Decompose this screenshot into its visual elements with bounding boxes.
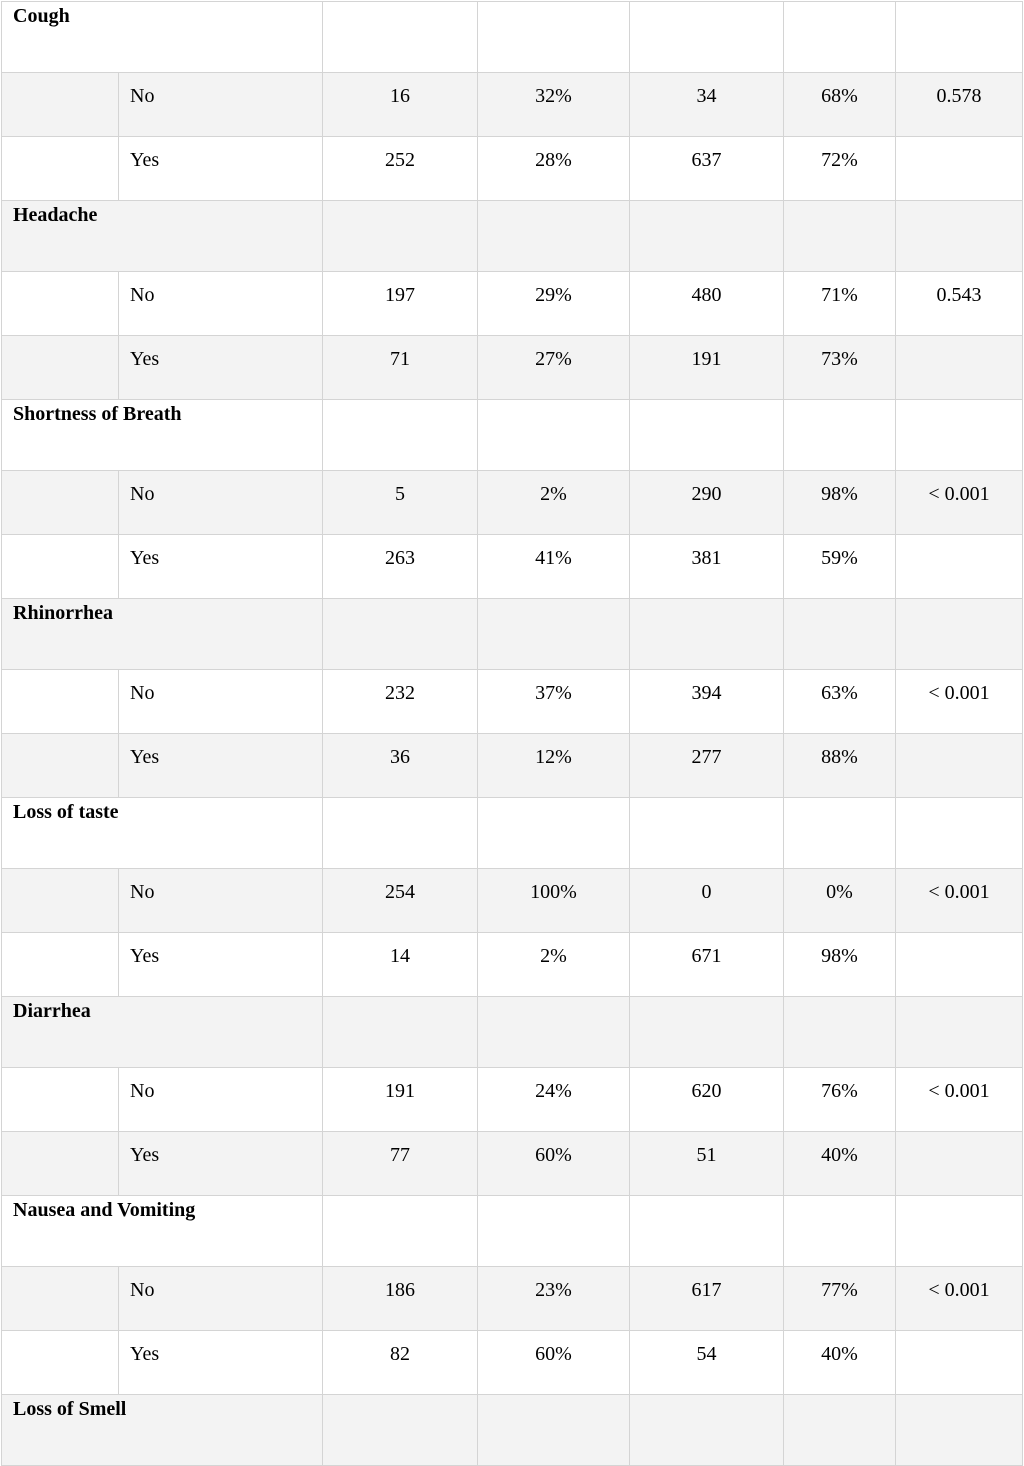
group1-percent-cell: 23% — [478, 1267, 630, 1331]
p-value-cell — [896, 336, 1023, 400]
group2-percent-cell: 88% — [784, 734, 896, 798]
indent-cell — [2, 137, 119, 201]
p-value-cell — [896, 1331, 1023, 1395]
empty-cell — [784, 1395, 896, 1466]
group2-count-cell: 191 — [630, 336, 784, 400]
p-value-cell — [896, 535, 1023, 599]
group2-count-cell: 637 — [630, 137, 784, 201]
section-header-row — [2, 400, 1023, 471]
empty-cell — [630, 2, 784, 73]
table-row — [2, 471, 1023, 535]
section-header-row — [2, 2, 1023, 73]
category-cell: No — [119, 670, 323, 734]
category-cell: Yes — [119, 734, 323, 798]
group2-percent-cell: 98% — [784, 471, 896, 535]
empty-cell — [896, 2, 1023, 73]
empty-cell — [323, 400, 478, 471]
indent-cell — [2, 73, 119, 137]
group1-count-cell: 16 — [323, 73, 478, 137]
group2-count-cell: 381 — [630, 535, 784, 599]
empty-cell — [896, 599, 1023, 670]
empty-cell — [896, 201, 1023, 272]
indent-cell — [2, 1132, 119, 1196]
empty-cell — [896, 1196, 1023, 1267]
section-header-row — [2, 997, 1023, 1068]
group2-percent-cell: 77% — [784, 1267, 896, 1331]
group1-count-cell: 232 — [323, 670, 478, 734]
table-row — [2, 670, 1023, 734]
empty-cell — [896, 997, 1023, 1068]
group2-percent-cell: 72% — [784, 137, 896, 201]
group2-count-cell: 620 — [630, 1068, 784, 1132]
empty-cell — [896, 400, 1023, 471]
group1-percent-cell: 2% — [478, 933, 630, 997]
group1-count-cell: 197 — [323, 272, 478, 336]
empty-cell — [323, 2, 478, 73]
indent-cell — [2, 1068, 119, 1132]
group1-count-cell: 263 — [323, 535, 478, 599]
indent-cell — [2, 734, 119, 798]
p-value-cell: < 0.001 — [896, 670, 1023, 734]
section-header-row — [2, 1196, 1023, 1267]
table-row — [2, 1068, 1023, 1132]
section-label: Loss of taste — [2, 798, 323, 869]
empty-cell — [630, 1196, 784, 1267]
p-value-cell — [896, 137, 1023, 201]
empty-cell — [478, 2, 630, 73]
group1-percent-cell: 60% — [478, 1132, 630, 1196]
group1-count-cell: 5 — [323, 471, 478, 535]
p-value-cell: 0.578 — [896, 73, 1023, 137]
table-row — [2, 535, 1023, 599]
section-header-row — [2, 798, 1023, 869]
group2-count-cell: 290 — [630, 471, 784, 535]
group2-percent-cell: 73% — [784, 336, 896, 400]
section-label: Cough — [2, 2, 323, 73]
empty-cell — [784, 2, 896, 73]
empty-cell — [896, 1395, 1023, 1466]
indent-cell — [2, 471, 119, 535]
table-row — [2, 933, 1023, 997]
category-cell: No — [119, 73, 323, 137]
table-row — [2, 336, 1023, 400]
empty-cell — [478, 1196, 630, 1267]
section-header-row — [2, 599, 1023, 670]
group1-percent-cell: 60% — [478, 1331, 630, 1395]
group2-percent-cell: 71% — [784, 272, 896, 336]
category-cell: No — [119, 471, 323, 535]
empty-cell — [478, 1395, 630, 1466]
section-header-row — [2, 201, 1023, 272]
group2-count-cell: 34 — [630, 73, 784, 137]
group1-count-cell: 71 — [323, 336, 478, 400]
empty-cell — [784, 599, 896, 670]
group2-count-cell: 480 — [630, 272, 784, 336]
group1-count-cell: 82 — [323, 1331, 478, 1395]
category-cell: Yes — [119, 933, 323, 997]
empty-cell — [784, 997, 896, 1068]
empty-cell — [323, 1196, 478, 1267]
category-cell: No — [119, 1267, 323, 1331]
section-label: Nausea and Vomiting — [2, 1196, 323, 1267]
group1-count-cell: 186 — [323, 1267, 478, 1331]
group2-count-cell: 54 — [630, 1331, 784, 1395]
group1-percent-cell: 41% — [478, 535, 630, 599]
empty-cell — [630, 599, 784, 670]
table-row — [2, 272, 1023, 336]
indent-cell — [2, 272, 119, 336]
empty-cell — [478, 798, 630, 869]
group1-percent-cell: 12% — [478, 734, 630, 798]
category-cell: No — [119, 272, 323, 336]
empty-cell — [323, 1395, 478, 1466]
group2-count-cell: 394 — [630, 670, 784, 734]
section-label: Headache — [2, 201, 323, 272]
empty-cell — [478, 400, 630, 471]
table-row — [2, 869, 1023, 933]
section-label: Shortness of Breath — [2, 400, 323, 471]
group2-percent-cell: 98% — [784, 933, 896, 997]
table-body — [2, 2, 1023, 1466]
p-value-cell — [896, 933, 1023, 997]
category-cell: Yes — [119, 137, 323, 201]
p-value-cell: < 0.001 — [896, 869, 1023, 933]
table-row — [2, 1132, 1023, 1196]
p-value-cell: < 0.001 — [896, 1068, 1023, 1132]
indent-cell — [2, 670, 119, 734]
group1-percent-cell: 2% — [478, 471, 630, 535]
group2-percent-cell: 40% — [784, 1132, 896, 1196]
group2-percent-cell: 40% — [784, 1331, 896, 1395]
empty-cell — [478, 201, 630, 272]
group1-percent-cell: 24% — [478, 1068, 630, 1132]
table-row — [2, 137, 1023, 201]
category-cell: No — [119, 1068, 323, 1132]
group1-percent-cell: 37% — [478, 670, 630, 734]
empty-cell — [784, 1196, 896, 1267]
table-row — [2, 1267, 1023, 1331]
group1-count-cell: 36 — [323, 734, 478, 798]
group1-percent-cell: 29% — [478, 272, 630, 336]
table-row — [2, 734, 1023, 798]
empty-cell — [784, 201, 896, 272]
empty-cell — [630, 798, 784, 869]
group2-count-cell: 277 — [630, 734, 784, 798]
group2-count-cell: 617 — [630, 1267, 784, 1331]
empty-cell — [478, 997, 630, 1068]
p-value-cell: < 0.001 — [896, 471, 1023, 535]
indent-cell — [2, 869, 119, 933]
section-label: Rhinorrhea — [2, 599, 323, 670]
category-cell: Yes — [119, 336, 323, 400]
empty-cell — [478, 599, 630, 670]
group1-count-cell: 252 — [323, 137, 478, 201]
indent-cell — [2, 336, 119, 400]
group1-percent-cell: 28% — [478, 137, 630, 201]
p-value-cell: < 0.001 — [896, 1267, 1023, 1331]
category-cell: Yes — [119, 535, 323, 599]
p-value-cell — [896, 734, 1023, 798]
section-label: Loss of Smell — [2, 1395, 323, 1466]
group2-count-cell: 671 — [630, 933, 784, 997]
empty-cell — [630, 400, 784, 471]
group2-percent-cell: 0% — [784, 869, 896, 933]
p-value-cell — [896, 1132, 1023, 1196]
group2-percent-cell: 68% — [784, 73, 896, 137]
empty-cell — [630, 1395, 784, 1466]
indent-cell — [2, 535, 119, 599]
symptoms-table — [1, 1, 1023, 1466]
category-cell: No — [119, 869, 323, 933]
section-header-row — [2, 1395, 1023, 1466]
group1-percent-cell: 32% — [478, 73, 630, 137]
empty-cell — [630, 201, 784, 272]
group2-count-cell: 0 — [630, 869, 784, 933]
section-label: Diarrhea — [2, 997, 323, 1068]
table-row — [2, 73, 1023, 137]
empty-cell — [323, 201, 478, 272]
table-row — [2, 1331, 1023, 1395]
indent-cell — [2, 1267, 119, 1331]
group2-percent-cell: 76% — [784, 1068, 896, 1132]
empty-cell — [784, 400, 896, 471]
empty-cell — [896, 798, 1023, 869]
group2-count-cell: 51 — [630, 1132, 784, 1196]
group1-percent-cell: 100% — [478, 869, 630, 933]
empty-cell — [323, 997, 478, 1068]
group2-percent-cell: 63% — [784, 670, 896, 734]
category-cell: Yes — [119, 1331, 323, 1395]
empty-cell — [630, 997, 784, 1068]
group2-percent-cell: 59% — [784, 535, 896, 599]
group1-percent-cell: 27% — [478, 336, 630, 400]
empty-cell — [323, 798, 478, 869]
group1-count-cell: 14 — [323, 933, 478, 997]
p-value-cell: 0.543 — [896, 272, 1023, 336]
indent-cell — [2, 933, 119, 997]
group1-count-cell: 191 — [323, 1068, 478, 1132]
empty-cell — [784, 798, 896, 869]
category-cell: Yes — [119, 1132, 323, 1196]
empty-cell — [323, 599, 478, 670]
group1-count-cell: 77 — [323, 1132, 478, 1196]
group1-count-cell: 254 — [323, 869, 478, 933]
indent-cell — [2, 1331, 119, 1395]
